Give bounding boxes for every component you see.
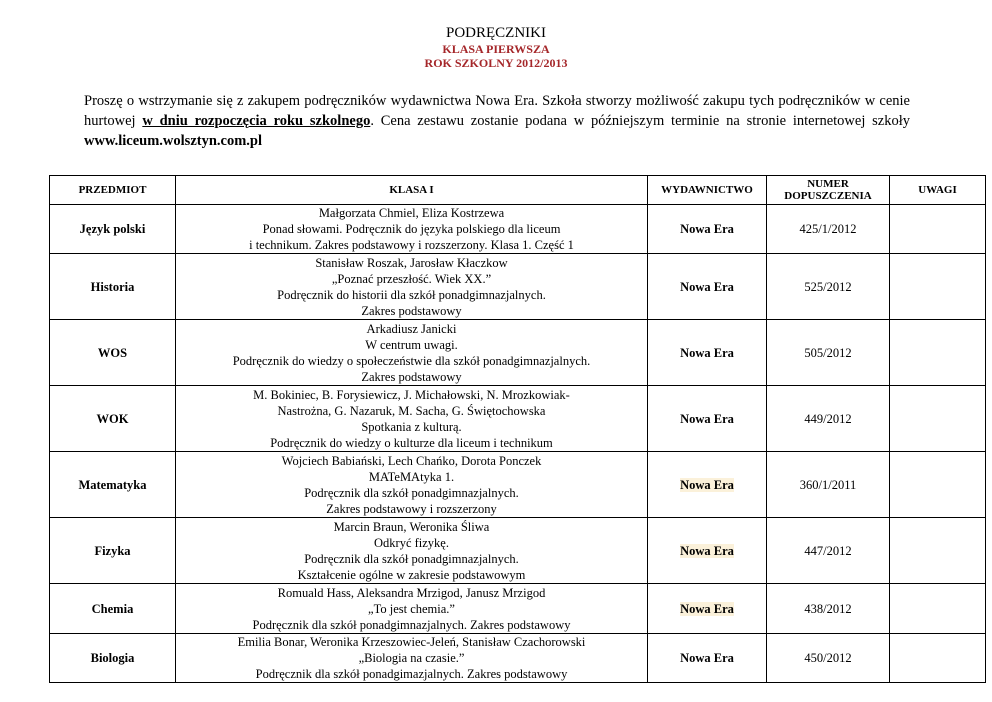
book-line: W centrum uwagi. (365, 337, 458, 352)
approval-number-cell: 505/2012 (767, 320, 890, 386)
notes-cell (890, 584, 986, 634)
textbook-table (49, 175, 986, 683)
book-line: Nastrożna, G. Nazaruk, M. Sacha, G. Świętochowska (277, 403, 546, 418)
publisher-cell (648, 205, 767, 254)
publisher-cell (648, 386, 767, 452)
publisher-cell (648, 320, 767, 386)
book-line: „To jest chemia.” (368, 601, 455, 616)
book-cell (176, 452, 648, 518)
table-row (50, 320, 986, 386)
header-subject: PRZEDMIOT (50, 176, 176, 205)
book-line: Arkadiusz Janicki (366, 321, 457, 336)
notes-cell (890, 254, 986, 320)
publisher-name: Nowa Era (680, 411, 734, 426)
table-row (50, 634, 986, 683)
book-line: Podręcznik dla szkół ponadgimazjalnych. Zakres podstawowy (255, 667, 568, 681)
publisher-cell (648, 518, 767, 584)
book-cell (176, 634, 648, 683)
book-line: Spotkania z kulturą. (361, 419, 462, 434)
book-line: Kształcenie ogólne w zakresie podstawowym (297, 567, 526, 582)
book-line: Romuald Hass, Aleksandra Mrzigod, Janusz Mrzigod (277, 585, 546, 600)
book-line: Odkryć fizykę. (374, 535, 449, 550)
notes-cell (890, 386, 986, 452)
book-line: Zakres podstawowy i rozszerzony (326, 501, 497, 516)
book-line: Podręcznik dla szkół ponadgimnazjalnych. (304, 485, 519, 500)
approval-number-cell: 450/2012 (767, 634, 890, 683)
book-cell (176, 320, 648, 386)
table-row (50, 205, 986, 254)
book-cell (176, 584, 648, 634)
book-line: Ponad słowami. Podręcznik do języka polskiego dla liceum (262, 222, 561, 236)
header-book: KLASA I (176, 176, 648, 205)
publisher-name: Nowa Era (680, 345, 734, 360)
publisher-cell (648, 254, 767, 320)
book-line: Małgorzata Chmiel, Eliza Kostrzewa (318, 206, 505, 220)
book-line: Zakres podstawowy (361, 303, 462, 318)
class-subtitle: KLASA PIERWSZA (442, 42, 550, 56)
book-line: Podręcznik dla szkół ponadgimnazjalnych. Zakres podstawowy (252, 617, 571, 632)
document-title: PODRĘCZNIKI (446, 25, 546, 41)
header-publisher: WYDAWNICTWO (648, 176, 767, 205)
subject-cell: WOK (50, 386, 176, 452)
publisher-name: Nowa Era (680, 477, 734, 492)
publisher-name: Nowa Era (680, 222, 734, 236)
book-line: i technikum. Zakres podstawowy i rozszerzony. Klasa 1. Część 1 (249, 238, 574, 252)
book-cell (176, 518, 648, 584)
notes-cell (890, 452, 986, 518)
notes-cell (890, 634, 986, 683)
subject-cell: WOS (50, 320, 176, 386)
book-line: „Biologia na czasie.” (358, 651, 465, 665)
book-line: Marcin Braun, Weronika Śliwa (333, 519, 490, 534)
book-line: „Poznać przeszłość. Wiek XX.” (331, 271, 492, 286)
header-approval-number: NUMER DOPUSZCZENIA (767, 176, 890, 205)
intro-emphasis: w dniu rozpoczęcia roku szkolnego (142, 113, 371, 129)
subject-cell: Język polski (50, 205, 176, 254)
subject-cell: Fizyka (50, 518, 176, 584)
approval-number-cell: 449/2012 (767, 386, 890, 452)
publisher-cell (648, 634, 767, 683)
school-website: www.liceum.wolsztyn.com.pl (84, 133, 263, 149)
book-cell (176, 254, 648, 320)
book-line: M. Bokiniec, B. Forysiewicz, J. Michałowski, N. Mrozkowiak- (253, 387, 570, 402)
book-line: Emilia Bonar, Weronika Krzeszowiec-Jeleń, Stanisław Czachorowski (237, 635, 586, 649)
document-header (0, 25, 992, 70)
publisher-name: Nowa Era (680, 601, 734, 616)
book-line: Podręcznik do wiedzy o kulturze dla liceum i technikum (270, 435, 553, 450)
table-row (50, 518, 986, 584)
notes-cell (890, 320, 986, 386)
publisher-name: Nowa Era (680, 543, 734, 558)
notes-cell (890, 205, 986, 254)
book-line: MATeMAtyka 1. (368, 469, 455, 484)
book-cell (176, 386, 648, 452)
header-notes: UWAGI (890, 176, 986, 205)
intro-text-2: . Cena zestawu zostanie podana w późniejszym terminie na stronie internetowej szkoły (370, 113, 910, 129)
subject-cell: Biologia (50, 634, 176, 683)
book-line: Wojciech Babiański, Lech Chańko, Dorota Ponczek (281, 453, 542, 468)
table-header-row (50, 176, 986, 205)
table-row (50, 452, 986, 518)
book-line: Podręcznik do wiedzy o społeczeństwie dla szkół ponadgimnazjalnych. (232, 353, 591, 368)
publisher-cell (648, 452, 767, 518)
subject-cell: Historia (50, 254, 176, 320)
approval-number-cell: 425/1/2012 (767, 205, 890, 254)
approval-number-cell: 438/2012 (767, 584, 890, 634)
subject-cell: Matematyka (50, 452, 176, 518)
table-row (50, 584, 986, 634)
subject-cell: Chemia (50, 584, 176, 634)
book-line: Podręcznik dla szkół ponadgimnazjalnych. (304, 551, 519, 566)
publisher-cell (648, 584, 767, 634)
publisher-name: Nowa Era (680, 279, 734, 294)
publisher-name: Nowa Era (680, 651, 734, 665)
approval-number-cell: 525/2012 (767, 254, 890, 320)
approval-number-cell: 360/1/2011 (767, 452, 890, 518)
table-row (50, 386, 986, 452)
table-row (50, 254, 986, 320)
intro-text-1: Proszę o wstrzymanie się z zakupem podręczników wydawnictwa Nowa Era. Szkoła stworzy możliwość zakupu tych podręczników w cenie hurtowej (84, 93, 910, 129)
approval-number-cell: 447/2012 (767, 518, 890, 584)
intro-paragraph (84, 91, 910, 151)
book-cell (176, 205, 648, 254)
school-year-subtitle: ROK SZKOLNY 2012/2013 (424, 56, 568, 70)
book-line: Podręcznik do historii dla szkół ponadgimnazjalnych. (277, 287, 546, 302)
book-line: Stanisław Roszak, Jarosław Kłaczkow (315, 255, 508, 270)
table-body (50, 205, 986, 683)
notes-cell (890, 518, 986, 584)
book-line: Zakres podstawowy (361, 369, 462, 384)
